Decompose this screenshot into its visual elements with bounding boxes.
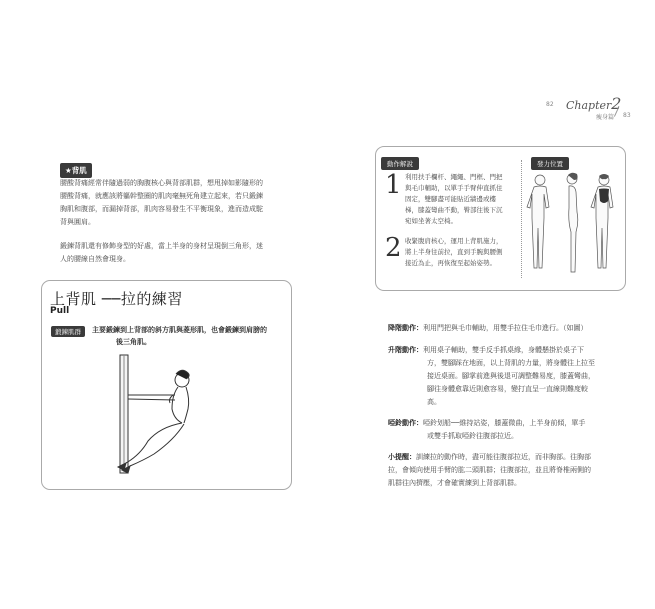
step-text-2 [405, 236, 515, 269]
step-line: 接近為止，再恢復至起始姿勢。 [405, 259, 496, 267]
detail-label: 降階動作： [388, 324, 423, 332]
right-page-number: 83 [623, 112, 631, 119]
muscle-position-label: 發力位置 [531, 157, 569, 170]
detail-line: 利用門把與毛巾輔助，用雙手拉住毛巾進行。（如圖） [423, 324, 588, 332]
step-line: 收緊腹肩核心，運用上背肌施力， [405, 237, 503, 245]
detail-line: 或雙手抓取啞鈴往腹部拉近。 [427, 432, 518, 440]
paragraph-line: 腰酸背痛，就應該將軀幹整圈的肌肉毫無死角建立起來，若只鍛鍊 [60, 192, 263, 200]
detail-easier [388, 322, 588, 335]
door-pull-illustration [100, 350, 210, 475]
step-line: 與毛巾輔助，以單手手臂伸直抓住 [405, 184, 503, 192]
tag-line: 後三角肌。 [116, 338, 151, 346]
detail-label: 小提醒： [388, 453, 416, 461]
upper-back-highlight [599, 189, 609, 204]
step-number-2: 2 [385, 233, 402, 263]
target-muscle-text [92, 324, 282, 348]
detail-line: 訓練拉的動作時，盡可能往腹部拉近，而非胸部。往胸部 [416, 453, 591, 461]
detail-line: 肌群往內擠壓，才會確實練到上背部肌群。 [388, 479, 521, 487]
anatomy-figures [524, 170, 622, 278]
left-page-number: 82 [546, 101, 554, 108]
step-line: 宛如坐著太空椅。 [405, 217, 457, 225]
back-muscle-badge: ★背肌 [60, 163, 92, 178]
paragraph-line: 人的腰線自然會現身。 [60, 255, 130, 263]
step-number-1: 1 [385, 170, 402, 200]
tag-line: 主要鍛鍊到上背部的斜方肌與菱形肌，也會鍛鍊到肩膀的 [92, 326, 267, 334]
step-line: 固定，雙腳盡可能貼近牆邊或樓 [405, 195, 496, 203]
steps-label: 動作解說 [381, 157, 419, 170]
step-line: 將上半身往前拉，直到手腕與腰側 [405, 248, 503, 256]
chapter-word: Chapter [566, 99, 612, 112]
steps-divider [521, 160, 522, 278]
detail-label: 啞鈴動作： [388, 419, 423, 427]
detail-harder [388, 344, 595, 409]
detail-tip [388, 451, 623, 490]
detail-label: 升階動作： [388, 346, 423, 354]
step-text-1 [405, 172, 515, 227]
section-name: 瘦身篇 [596, 114, 615, 121]
benefits-paragraph-2 [60, 240, 288, 266]
chapter-heading [566, 94, 621, 113]
detail-line: 方，雙腳踩在地面，以上背肌的力量，將身體往上拉至 [427, 359, 595, 367]
benefits-paragraph-1 [60, 177, 288, 229]
detail-line: 拉，會傾向使用手臂的肱二頭肌群；往腹部拉，並且將脊椎兩側的 [388, 466, 591, 474]
paragraph-line: 胸肌和腹部，而漏掉背部，肌肉容易發生不平衡現象，進而造成駝 [60, 205, 263, 213]
exercise-title: 上背肌 ──拉的練習 [50, 290, 183, 308]
paragraph-line: 背與圓肩。 [60, 218, 95, 226]
detail-line: 啞鈴划船──維持站姿，膝蓋微曲，上半身前傾，單手 [423, 419, 586, 427]
exercise-subtitle: Pull [50, 306, 70, 316]
step-line: 利用扶手欄杆、繩繩、門框、門把 [405, 173, 503, 181]
detail-line: 高。 [427, 398, 441, 406]
chapter-number: 2 [611, 94, 622, 113]
detail-line: 接近桌面。腳掌前進與後退可調整難易度，膝蓋彎曲， [427, 372, 595, 380]
detail-dumbbell [388, 417, 585, 443]
paragraph-line: 鍛鍊背肌還有修飾身型的好處，當上半身的身材呈現倒三角形，迷 [60, 242, 263, 250]
paragraph-line: 腰酸背痛經常伴隨過弱的胸腹核心與背部肌群，想甩掉如影隨形的 [60, 179, 263, 187]
detail-line: 腳往身體愈靠近則愈容易，變打直呈一直線則難度較 [427, 385, 588, 393]
detail-line: 利用桌子輔助，雙手反手抓桌緣，身體懸掛於桌子下 [423, 346, 584, 354]
step-line: 梯，膝蓋彎曲不動，臀部往後下沉 [405, 206, 503, 214]
target-muscle-tag: 鍛鍊肌群 [51, 326, 85, 337]
